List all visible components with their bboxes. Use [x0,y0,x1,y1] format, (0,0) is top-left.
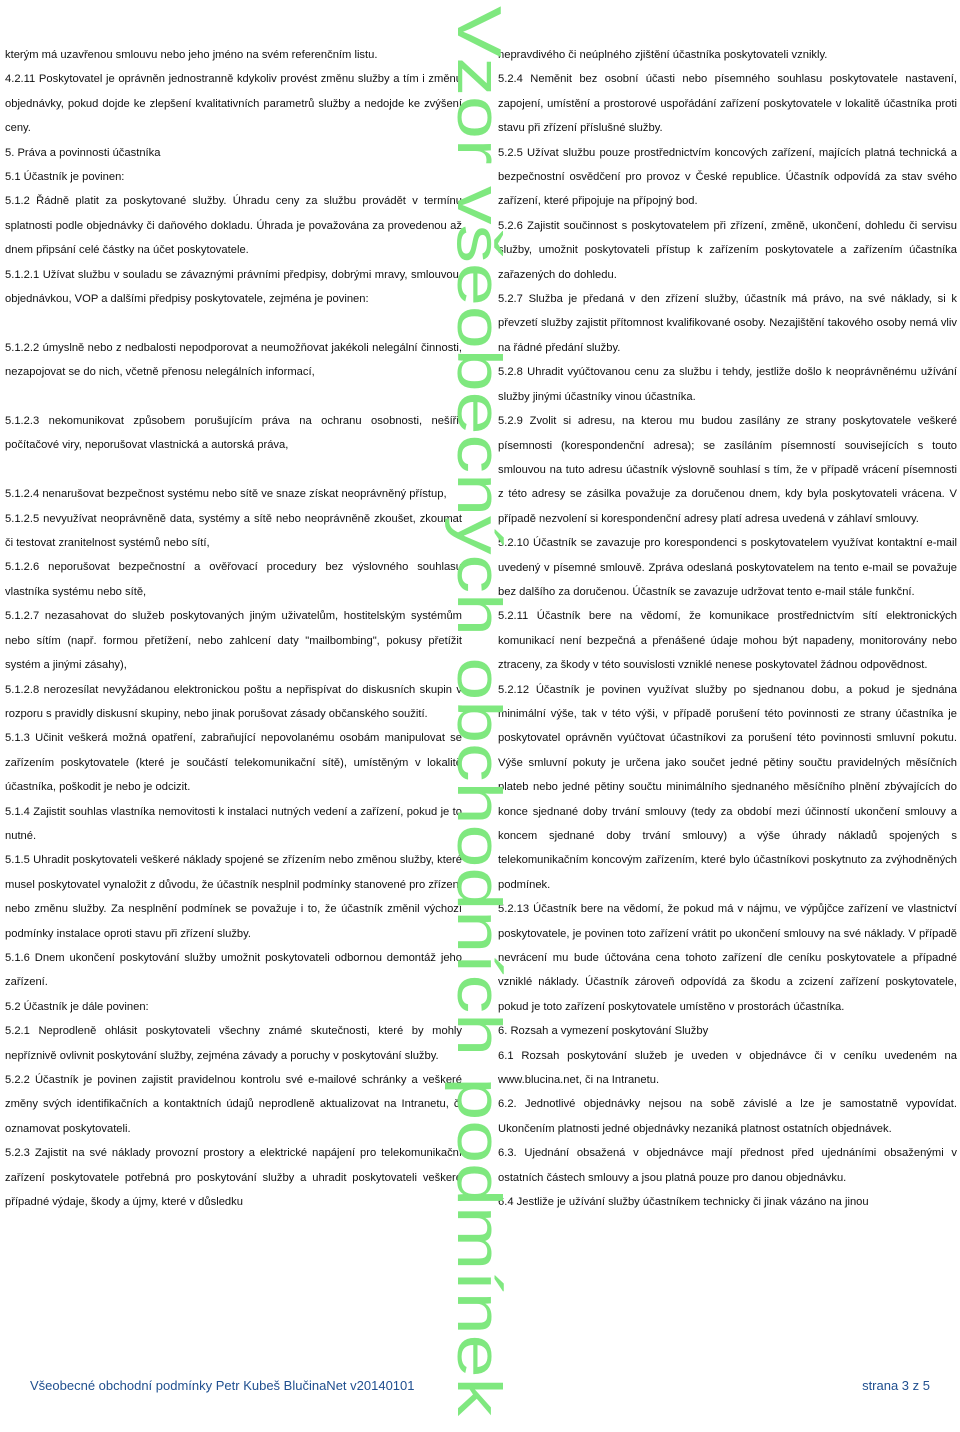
section-heading: 6. Rozsah a vymezení poskytování Služby [498,1025,709,1038]
paragraph: 6.3. Ujednání obsažená v objednávce mají přednost před ujednáními obsaženými v ostatních částech smlouvy a jsou platná pouze pro danou objednávku. [498,1147,957,1184]
paragraph: 5.1.2.1 Užívat službu v souladu se závaznými právními předpisy, dobrými mravy, smlouvou, objednávkou, VOP a dalšími předpisy poskytovatele, zejména je povinen: [5,268,462,306]
paragraph: 5.1.2.2 úmyslně nebo z nedbalosti nepodporovat a neumožňovat jakékoli nelegální činnosti, nezapojovat se do nich, včetně přenosu nelegálních informací, [5,341,462,379]
footer-title: Všeobecné obchodní podmínky Petr Kubeš BlučinaNet v20140101 [30,1378,415,1393]
watermark-text: Vzor všeobecných obchodních podmínek [444,6,513,1140]
paragraph: 5.2.1 Neprodleně ohlásit poskytovateli všechny známé skutečnosti, které by mohly nepříznivě ovlivnit poskytování služby, zejména závady a poruchy v poskytování služby. [5,1025,462,1062]
paragraph: nepravdivého či neúplného zjištění účastníka poskytovateli vznikly. [498,49,828,61]
paragraph: 5.2.7 Služba je předaná v den zřízení služby, účastník má právo, na své náklady, si k převzetí služby zajistit přítomnost kvalifikované osoby. Nezajištění takového osoby nemá vliv na řádné předání služby. [498,293,957,354]
paragraph: 5.2.13 Účastník bere na vědomí, že pokud má v nájmu, ve výpůjčce zařízení ve vlastnictví poskytovatele, je povinen toto zařízení vrátit po ukončení smlouvy na své náklady. V případě nevrácení mu bude účtována cena tohoto zařízení dle ceníku poskytovatele a případné vzniklé náklady. Účastník zároveň odpovídá za škodu a zcizení zařízení poskytovatele, pokud je toto zařízení poskytovatele umístěno v prostorách účastníka. [498,903,957,1013]
paragraph: 4.2.11 Poskytovatel je oprávněn jednostranně kdykoliv provést změnu služby a tím i změnu objednávky, pokud dojde ke zlepšení kvalitativních parametrů služby a nedojde ke zvýšení ceny. [5,73,462,135]
paragraph: 5.2.11 Účastník bere na vědomí, že komunikace prostřednictvím sítí elektronických komunikací není bezpečná a přenášené údaje mohou být napadeny, monitorovány nebo ztraceny, za škody v této souvislosti vzniklé nenese poskytovatel žádnou odpovědnost. [498,610,957,672]
paragraph: 5.1.5 Uhradit poskytovateli veškeré náklady spojené se zřízením nebo změnou služby, které musel poskytovatel vynaložit z důvodu, že účastník nesplnil podmínky stanovené pro zřízení nebo změnu služby. Za nesplnění podmínek se považuje i to, že účastník změnil výchozí podmínky instalace oproti stavu při zřízení služby. [5,854,462,940]
paragraph: 6.1 Rozsah poskytování služeb je uveden v objednávce či v ceníku uvedeném na www.blucina.net, či na Intranetu. [498,1049,957,1087]
paragraph: 5.1.2.3 nekomunikovat způsobem porušujícím práva na ochranu osobnosti, nešířit počítačové viry, neporušovat vlastnická a autorská práva, [5,415,462,452]
paragraph: 6.4 Jestliže je užívání služby účastníkem technicky či jinak vázáno na jinou [498,1196,869,1209]
page-number: strana 3 z 5 [862,1378,930,1393]
paragraph: 5.2.4 Neměnit bez osobní účasti nebo písemného souhlasu poskytovatele nastavení, zapojení, umístění a prostorové uspořádání zařízení poskytovatele v lokalitě účastníka proti stavu při zřízení příslušné služby. [498,73,957,135]
paragraph: 5.2.6 Zajistit součinnost s poskytovatelem při zřízení, změně, ukončení, dohledu či servisu služby, umožnit poskytovateli přístup k zařízením poskytovatele a zařízením účastníka zařazených do dohledu. [498,219,957,281]
paragraph: 5.1.2.8 nerozesílat nevyžádanou elektronickou poštu a nepřispívat do diskusních skupin v rozporu s pravidly diskusní skupiny, nebo jinak porušovat zásady občanského soužití. [5,683,462,720]
paragraph: kterým má uzavřenou smlouvu nebo jeho jméno na svém referenčním listu. [5,49,378,61]
paragraph: 5.1.2.5 nevyužívat neoprávněně data, systémy a sítě nebo neoprávněně zkoušet, zkoumat či testovat zranitelnost systémů nebo sítí, [5,512,462,550]
paragraph: 5.1.4 Zajistit souhlas vlastníka nemovitosti k instalaci nutných vedení a zařízení, pokud je to nutné. [5,805,462,842]
paragraph: 5.1.6 Dnem ukončení poskytování služby umožnit poskytovateli odbornou demontáž jeho zařízení. [5,951,462,989]
paragraph: 5.2.8 Uhradit vyúčtovanou cenu za službu i tehdy, jestliže došlo k neoprávněnému užívání služby jinými účastníky vinou účastníka. [498,366,957,403]
section-heading: 5. Práva a povinnosti účastníka [5,146,161,159]
paragraph: 5.1.2.4 nenarušovat bezpečnost systému nebo sítě ve snaze získat neoprávněný přístup, [5,488,447,501]
paragraph: 5.2 Účastník je dále povinen: [5,1000,149,1013]
paragraph: 5.2.2 Účastník je povinen zajistit pravidelnou kontrolu své e-mailové schránky a veškeré změny svých identifikačních a kontaktních údajů neprodleně aktualizovat na Intranetu, či oznamovat poskytovateli. [5,1074,462,1135]
paragraph: 5.2.9 Zvolit si adresu, na kterou mu budou zasílány ze strany poskytovatele veškeré písemnosti (korespondenční adresa); se zasíláním písemností souvisejících s touto smlouvou na tuto adresu účastník výslovně souhlasí s tím, že v případě vrácení písemnosti z této adresy se zásilka považuje za doručenou dnem, kdy byla poskytovateli vrácena. V případě nezvolení si korespondenční adresy platí adresa uvedená v záhlaví smlouvy. [498,415,957,525]
paragraph: 6.2. Jednotlivé objednávky nejsou na sobě závislé a lze je samostatně vypovídat. Ukončením platnosti jedné objednávky nezaniká platnost ostatních objednávek. [498,1098,957,1135]
paragraph: 5.1 Účastník je povinen: [5,171,125,184]
paragraph: 5.1.2.6 neporušovat bezpečnostní a ověřovací procedury bez výslovného souhlasu vlastníka systému nebo sítě, [5,561,462,598]
paragraph: 5.1.3 Učinit veškerá možná opatření, zabraňující nepovolanému osobám manipulovat se zařízením poskytovatele (které je součástí telekomunikační sítě), umístěným v lokalitě účastníka, poškodit je nebo je odcizit. [5,732,462,794]
left-column [5,43,462,1214]
paragraph: 5.2.5 Užívat službu pouze prostřednictvím koncových zařízení, majících platná technická a bezpečnostní osvědčení pro provoz v České republice. Účastník odpovídá za stav svého zařízení, které připojuje na přípojný bod. [498,146,957,208]
paragraph: 5.1.2.7 nezasahovat do služeb poskytovaných jiným uživatelům, hostitelským systémům nebo sítím (např. formou přetížení, nebo zahlcení daty "mailbombing", pokusy přetížit systém a jinými zásahy), [5,610,462,672]
paragraph: 5.2.3 Zajistit na své náklady provozní prostory a elektrické napájení pro telekomunikační zařízení poskytovatele potřebná pro poskytování služby a uhradit poskytovateli veškeré případné výdaje, škody a újmy, které v důsledku [5,1147,462,1209]
paragraph: 5.2.10 Účastník se zavazuje pro korespondenci s poskytovatelem využívat kontaktní e-mail uvedený v písemné smlouvě. Zpráva odeslaná poskytovatelem na tento e-mail se považuje bez dalšího za doručenou. Účastník se zavazuje udržovat tento e-mail stále funkční. [498,537,957,598]
right-column [498,43,957,1215]
paragraph: 5.2.12 Účastník je povinen využívat služby po sjednanou dobu, a pokud je sjednána minimální výše, tak v této výši, v případě porušení této povinnosti ze strany účastníka je poskytovatel oprávněn vyúčtovat účastníkovi za porušení této povinnosti smluvní pokutu. Výše smluvní pokuty je určena jako součet jedné pětiny součtu pravidelných měsíčních plateb nebo jedné pětiny součtu minimálního sjednaného měsíčního plnění zbývajících do konce sjednané doby trvání smlouvy (tedy za období mezi účinností ukončení smlouvy a koncem sjednané doby trvání smlouvy) a výše úhrady nákladů spojených s telekomunikačním koncovým zařízením, které bylo účastníkovi poskytnuto za zvýhodněných podmínek. [498,683,957,891]
paragraph: 5.1.2 Řádně platit za poskytované služby. Úhradu ceny za službu provádět v termínu splatnosti podle objednávky či daňového dokladu. Úhrada je považována za provedenou až dnem připsání celé částky na účet poskytovatele. [5,195,462,257]
